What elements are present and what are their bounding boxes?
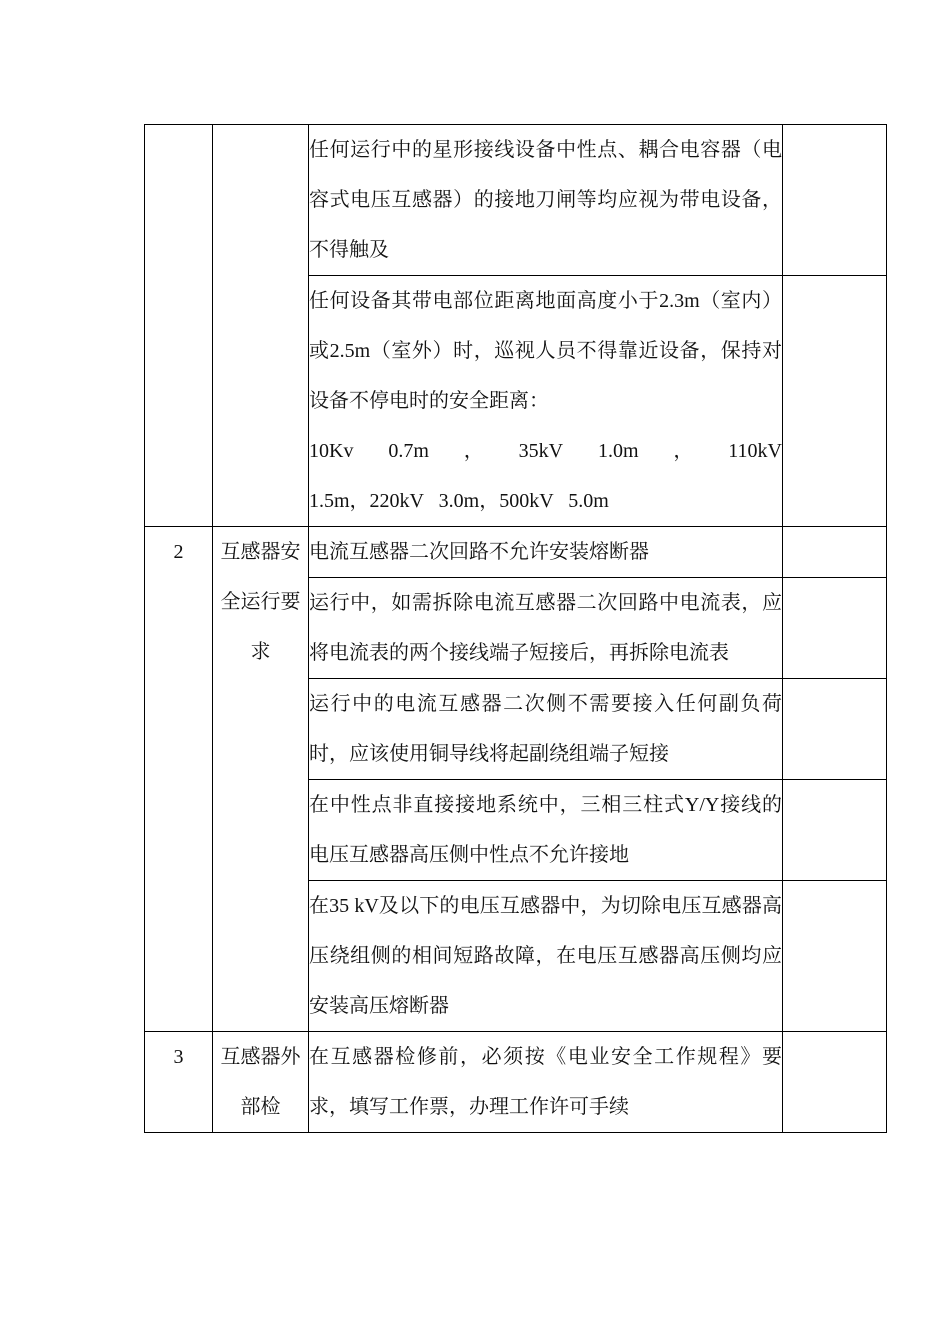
requirement-text: 在互感器检修前，必须按《电业安全工作规程》要求，填写工作票，办理工作许可手续 — [309, 1032, 783, 1133]
distance-value: 0.7m — [388, 440, 429, 462]
table-row — [145, 527, 887, 578]
requirement-paragraph: 任何设备其带电部位距离地面高度小于2.3m（室内）或2.5m（室外）时，巡视人员不得靠近设备，保持对设备不停电时的安全距离： — [309, 290, 782, 412]
requirement-text: 任何运行中的星形接线设备中性点、耦合电容器（电容式电压互感器）的接地刀闸等均应视为带电设备，不得触及 — [309, 125, 783, 276]
row-item: 互感器安全运行要求 — [213, 527, 309, 1032]
check-cell — [783, 881, 887, 1032]
check-cell — [783, 125, 887, 276]
row-item: 互感器外部检 — [213, 1032, 309, 1133]
row-number: 2 — [145, 527, 213, 1032]
requirement-text: 在35 kV及以下的电压互感器中，为切除电压互感器高压绕组侧的相间短路故障，在电压互感器高压侧均应安装高压熔断器 — [309, 881, 783, 1032]
row-number: 3 — [145, 1032, 213, 1133]
distance-voltage: 10Kv — [309, 440, 354, 462]
requirement-text — [309, 276, 783, 527]
table-row — [145, 1032, 887, 1133]
row-number — [145, 125, 213, 527]
distance-separator: ， — [463, 440, 484, 462]
check-cell — [783, 578, 887, 679]
check-cell — [783, 1032, 887, 1133]
table-row — [145, 125, 887, 276]
distance-separator: ， — [673, 440, 694, 462]
distance-voltage: 110kV — [728, 440, 782, 462]
check-cell — [783, 527, 887, 578]
distance-list — [309, 426, 782, 476]
check-cell — [783, 780, 887, 881]
requirement-text: 电流互感器二次回路不允许安装熔断器 — [309, 527, 783, 578]
requirement-text: 运行中，如需拆除电流互感器二次回路中电流表，应将电流表的两个接线端子短接后，再拆除电流表 — [309, 578, 783, 679]
distance-voltage: 35kV — [518, 440, 564, 462]
row-item — [213, 125, 309, 527]
requirement-text: 在中性点非直接接地系统中，三相三柱式Y/Y接线的电压互感器高压侧中性点不允许接地 — [309, 780, 783, 881]
check-cell — [783, 276, 887, 527]
distance-value: 1.0m — [597, 440, 639, 462]
distance-list-line2: 1.5m，220kV 3.0m，500kV 5.0m — [309, 490, 609, 512]
check-cell — [783, 679, 887, 780]
requirement-text: 运行中的电流互感器二次侧不需要接入任何副负荷时，应该使用铜导线将起副绕组端子短接 — [309, 679, 783, 780]
inspection-table — [144, 124, 887, 1133]
